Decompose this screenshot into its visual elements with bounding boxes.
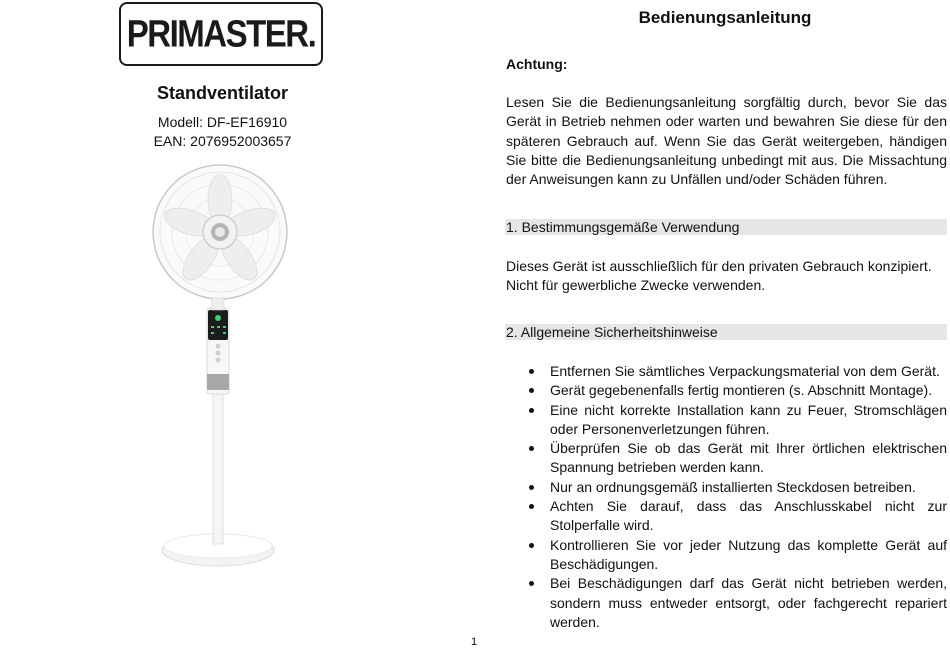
list-item: Gerät gegebenenfalls fertig montieren (s. Abschnitt Montage). [522, 381, 947, 400]
intended-use-line-1: Dieses Gerät ist ausschließlich für den privaten Gebrauch konzipiert. [506, 258, 932, 274]
standing-fan-image [145, 160, 295, 575]
ean-number: EAN: 2076952003657 [153, 133, 292, 149]
brand-logo [119, 2, 323, 66]
section-heading-intended-use: 1. Bestimmungsgemäße Verwendung [505, 219, 947, 235]
page-number: 1 [470, 636, 478, 648]
warning-paragraph: Lesen Sie die Bedienungsanleitung sorgfältig durch, bevor Sie das Gerät in Betrieb nehmen oder warten und bewahren Sie diese für den späteren Gebrauch auf. Wenn Sie das Gerät weitergeben, händigen Sie bitte die Bedienungsanleitung unbedingt mit aus. Die Missachtung der Anweisungen kann zu Unfällen und/oder Schäden führen. [506, 94, 947, 188]
brand-logo-text: PRIMASTER. [126, 12, 316, 55]
list-item: Bei Beschädigungen darf das Gerät nicht betrieben werden, sondern muss entweder entsorgt, oder fachgerecht repariert werden. [522, 574, 947, 632]
list-item: Überprüfen Sie ob das Gerät mit Ihrer örtlichen elektrischen Spannung betrieben werden kann. [522, 439, 947, 478]
fan-pole [213, 392, 223, 544]
list-item: Achten Sie darauf, dass das Anschlusskabel nicht zur Stolperfalle wird. [522, 497, 947, 536]
model-number: Modell: DF-EF16910 [157, 114, 288, 130]
intended-use-line-2: Nicht für gewerbliche Zwecke verwenden. [506, 277, 766, 294]
document-title: Bedienungsanleitung [638, 8, 812, 27]
list-item: Kontrollieren Sie vor jeder Nutzung das komplette Gerät auf Beschädigungen. [522, 536, 947, 575]
warning-heading: Achtung: [506, 56, 568, 72]
list-item: Nur an ordnungsgemäß installierten Steckdosen betreiben. [522, 478, 947, 497]
product-title: Standventilator [156, 83, 289, 103]
list-item: Eine nicht korrekte Installation kann zu Feuer, Stromschlägen oder Personenverletzungen führen. [522, 401, 947, 440]
list-item: Entfernen Sie sämtliches Verpackungsmaterial von dem Gerät. [522, 362, 947, 381]
section-heading-safety: 2. Allgemeine Sicherheitshinweise [505, 324, 947, 340]
safety-bullet-list [522, 362, 947, 632]
intended-use-paragraph [506, 257, 947, 296]
